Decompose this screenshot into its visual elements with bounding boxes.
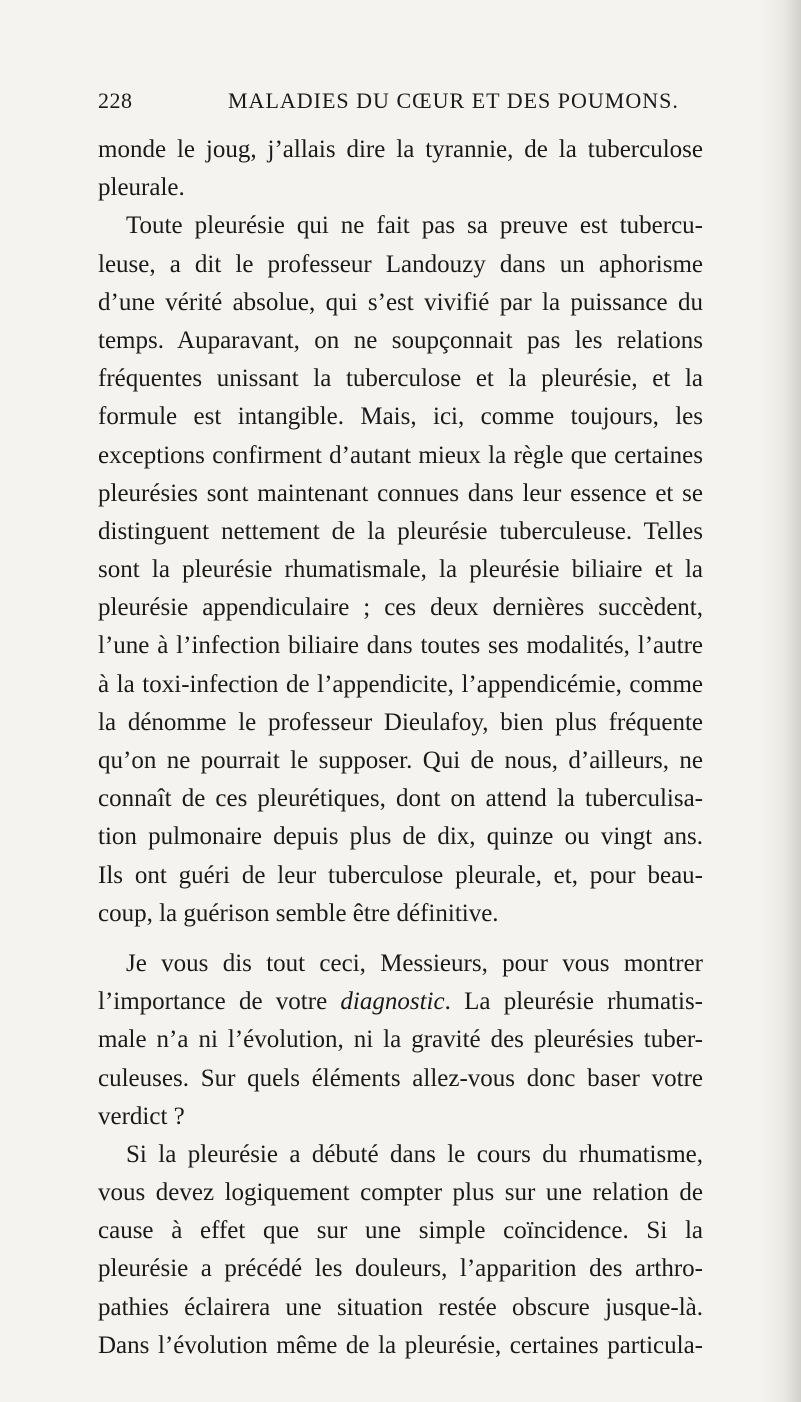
text-line: tion pulmonaire depuis plus de dix, quinze ou vingt ans. <box>98 823 703 851</box>
page-number: 228 <box>98 88 133 113</box>
paragraph-gap <box>98 933 703 945</box>
text-line: qu’on ne pourrait le supposer. Qui de nous, d’ailleurs, ne <box>98 747 703 774</box>
text-line: d’une vérité absolue, qui s’est vivifié par la puissance du <box>98 288 703 316</box>
text-line: Dans l’évolution même de la pleurésie, certaines particula- <box>98 1331 703 1359</box>
text-line: pathies éclairera une situation restée obscure jusque-là. <box>98 1293 703 1321</box>
text-line: pleurale. <box>98 174 185 202</box>
page-edge-shadow <box>761 0 801 1402</box>
text-line: la dénomme le professeur Dieulafoy, bien plus fréquente <box>98 708 703 736</box>
text-line: fréquentes unissant la tuberculose et la pleurésie, et la <box>98 365 703 393</box>
text-line: connaît de ces pleurétiques, dont on attend la tuberculisa- <box>98 785 703 813</box>
text-line: à la toxi-infection de l’appendicite, l’appendicémie, comme <box>98 670 703 698</box>
text-line: Je vous dis tout ceci, Messieurs, pour vous montrer <box>126 949 703 977</box>
text-line: sont la pleurésie rhumatismale, la pleurésie biliaire et la <box>98 556 703 584</box>
text-line: pleurésies sont maintenant connues dans leur essence et se <box>98 479 703 507</box>
text-line: coup, la guérison semble être définitive. <box>98 899 499 927</box>
running-head <box>98 80 703 116</box>
text-line: monde le joug, j’allais dire la tyrannie, de la tuberculose <box>98 136 703 163</box>
text-line: verdict ? <box>98 1102 185 1130</box>
text-line: l’une à l’infection biliaire dans toutes ses modalités, l’autre <box>98 632 703 660</box>
text-line: culeuses. Sur quels éléments allez-vous donc baser votre <box>98 1064 703 1092</box>
text-line: male n’a ni l’évolution, ni la gravité des pleurésies tuber- <box>98 1026 703 1054</box>
text-line: cause à effet que sur une simple coïncidence. Si la <box>98 1217 703 1245</box>
text-line: formule est intangible. Mais, ici, comme toujours, les <box>98 403 703 431</box>
text-line: pleurésie a précédé les douleurs, l’apparition des arthro- <box>98 1255 703 1283</box>
text-line-with-italic <box>98 983 703 1021</box>
italic-term: diagnostic <box>340 988 445 1016</box>
body-text <box>98 131 703 1365</box>
text-line: distinguent nettement de la pleurésie tuberculeuse. Telles <box>98 517 703 545</box>
text-line: Ils ont guéri de leur tuberculose pleurale, et, pour beau- <box>98 861 703 889</box>
text-line: Si la pleurésie a débuté dans le cours du rhumatisme, <box>126 1140 703 1168</box>
text-segment: l’importance de votre <box>98 988 341 1016</box>
text-line: leuse, a dit le professeur Landouzy dans un aphorisme <box>98 250 703 278</box>
text-line: pleurésie appendiculaire ; ces deux dernières succèdent, <box>98 594 703 622</box>
text-line: Toute pleurésie qui ne fait pas sa preuve est tubercu- <box>126 212 703 240</box>
text-line: temps. Auparavant, on ne soupçonnait pas les relations <box>98 326 703 354</box>
text-segment: . La pleurésie rhumatis- <box>444 988 703 1016</box>
running-title: MALADIES DU CŒUR ET DES POUMONS. <box>228 88 679 113</box>
text-line: exceptions confirment d’autant mieux la règle que certaines <box>98 441 703 469</box>
text-line: vous devez logiquement compter plus sur une relation de <box>98 1179 703 1207</box>
